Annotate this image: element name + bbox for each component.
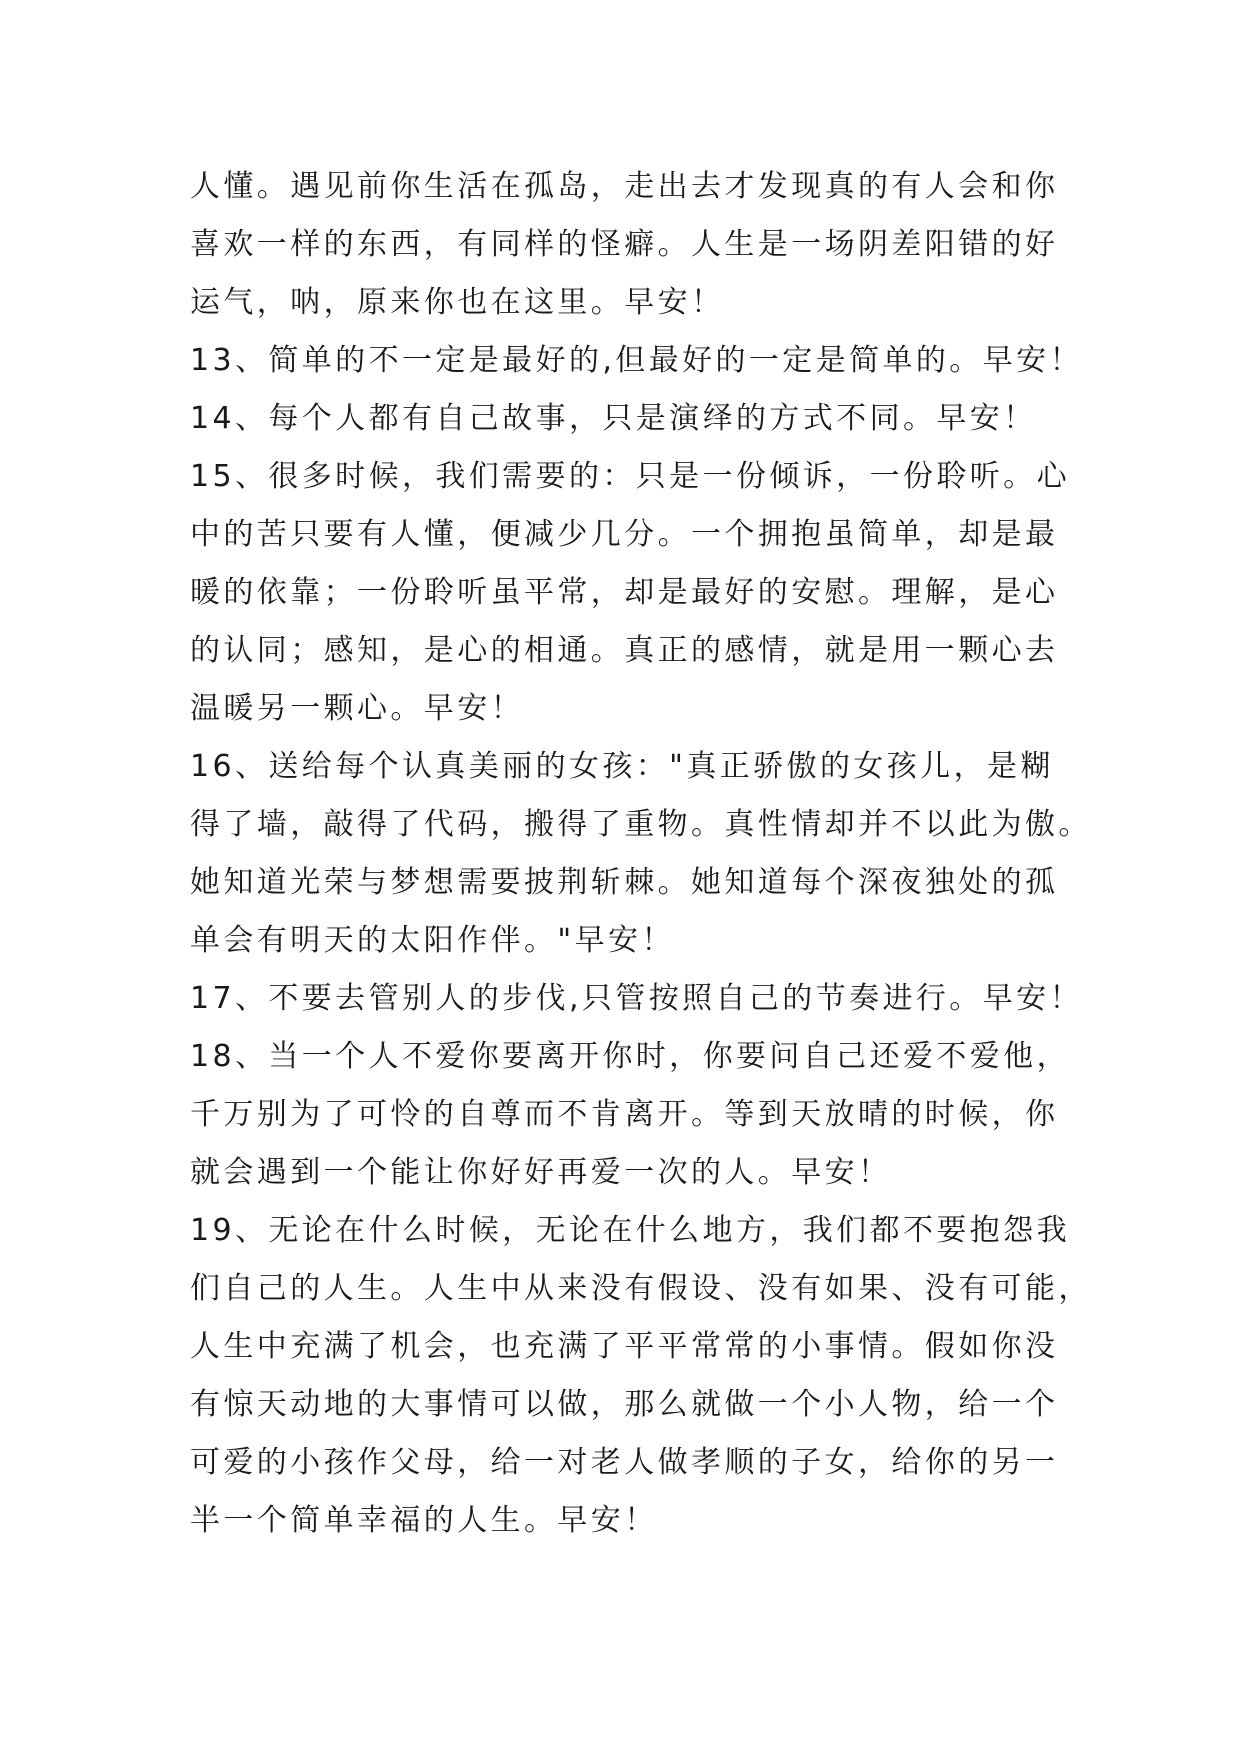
text-line: 可爱的小孩作父母，给一对老人做孝顺的子女，给你的另一 (190, 1445, 1059, 1480)
item-14-line: 14、每个人都有自己故事，只是演绎的方式不同。早安！ (190, 401, 1037, 436)
text-line: 就会遇到一个能让你好好再爱一次的人。早安！ (190, 1155, 892, 1190)
item-19-line: 19、无论在什么时候，无论在什么地方，我们都不要抱怨我 (190, 1213, 1070, 1248)
text-line: 半一个简单幸福的人生。早安！ (190, 1503, 658, 1538)
item-17-line: 17、不要去管别人的步伐,只管按照自己的节奏进行。早安！ (190, 981, 1083, 1016)
text-line: 运气，呐，原来你也在这里。早安！ (190, 285, 725, 320)
text-line: 她知道光荣与梦想需要披荆斩棘。她知道每个深夜独处的孤 (190, 865, 1059, 900)
text-line: 中的苦只要有人懂，便减少几分。一个拥抱虽简单，却是最 (190, 517, 1059, 552)
item-16-line: 16、送给每个认真美丽的女孩："真正骄傲的女孩儿，是糊 (190, 749, 1054, 784)
text-line: 喜欢一样的东西，有同样的怪癖。人生是一场阴差阳错的好 (190, 227, 1059, 262)
item-13-line: 13、简单的不一定是最好的,但最好的一定是简单的。早安！ (190, 343, 1083, 378)
text-line: 得了墙，敲得了代码，搬得了重物。真性情却并不以此为傲。 (190, 807, 1092, 842)
text-line: 暖的依靠；一份聆听虽平常，却是最好的安慰。理解，是心 (190, 575, 1059, 610)
text-line: 们自己的人生。人生中从来没有假设、没有如果、没有可能， (190, 1271, 1092, 1306)
text-line: 的认同；感知，是心的相通。真正的感情，就是用一颗心去 (190, 633, 1059, 668)
text-line: 温暖另一颗心。早安！ (190, 691, 524, 726)
text-line: 人懂。遇见前你生活在孤岛，走出去才发现真的有人会和你 (190, 169, 1059, 204)
item-18-line: 18、当一个人不爱你要离开你时，你要问自己还爱不爱他， (190, 1039, 1070, 1074)
text-line: 人生中充满了机会，也充满了平平常常的小事情。假如你没 (190, 1329, 1059, 1364)
text-line: 有惊天动地的大事情可以做，那么就做一个小人物，给一个 (190, 1387, 1059, 1422)
text-line: 千万别为了可怜的自尊而不肯离开。等到天放晴的时候，你 (190, 1097, 1059, 1132)
text-line: 单会有明天的太阳作伴。"早安！ (190, 923, 675, 958)
document-body (190, 158, 1092, 1550)
item-15-line: 15、很多时候，我们需要的：只是一份倾诉，一份聆听。心 (190, 459, 1070, 494)
